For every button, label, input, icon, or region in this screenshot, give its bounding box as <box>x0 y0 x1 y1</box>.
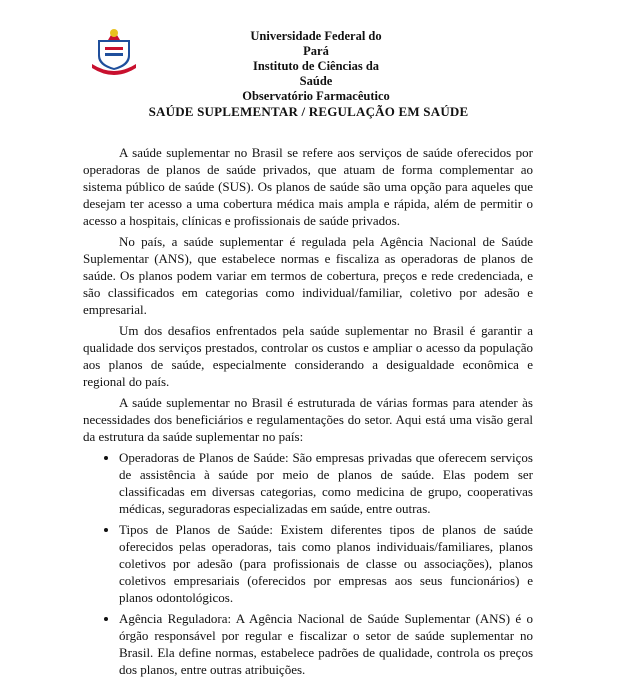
observatory-name: Observatório Farmacêutico <box>242 89 390 103</box>
paragraph: A saúde suplementar no Brasil é estruturada de várias formas para atender às necessidades dos beneficiários e regulamentações do setor. Aqui está uma visão geral da estrutura da saúde suplementar no país: <box>83 395 533 444</box>
document-body <box>83 144 533 682</box>
university-crest-icon <box>88 22 140 78</box>
list-item: • Tipos de Planos de Saúde: Existem diferentes tipos de planos de saúde oferecidos pelas operadoras, tais como planos individuais/familiares, planos coletivos por adesão (para profissionais de classe ou associações), planos coletivos empresariais (oferecidos por empresas aos seus funcionários) e planos odontológicos. <box>119 521 533 606</box>
document-title: SAÚDE SUPLEMENTAR / REGULAÇÃO EM SAÚDE <box>148 104 469 119</box>
university-name: Universidade Federal do Pará <box>250 29 382 58</box>
list-item: • Agência Reguladora: A Agência Nacional de Saúde Suplementar (ANS) é o órgão responsável por regular e fiscalizar o setor de saúde suplementar no Brasil. Ela define normas, estabelece padrões de qualidade, controla os preços dos planos, entre outras atribuições. <box>119 610 533 678</box>
list-item: • Operadoras de Planos de Saúde: São empresas privadas que oferecem serviços de assistência à saúde por meio de planos de saúde. Elas podem ser classificadas em diversas categorias, como medicina de grupo, cooperativas médicas, seguradoras especializadas em saúde, entre outras. <box>119 449 533 517</box>
paragraph: A saúde suplementar no Brasil se refere aos serviços de saúde oferecidos por operadoras de planos de saúde privados, que atuam de forma complementar ao sistema público de saúde (SUS). Os planos de saúde são uma opção para aqueles que desejam ter acesso a uma cobertura médica mais ampla e rápida, além de permitir o acesso a hospitais, clínicas e profissionais de saúde privados. <box>83 145 533 228</box>
institute-name: Instituto de Ciências da Saúde <box>252 59 380 88</box>
paragraph: No país, a saúde suplementar é regulada pela Agência Nacional de Saúde Suplementar (ANS), que estabelece normas e fiscaliza as operadoras de planos de saúde. Os planos podem variar em termos de cobertura, preços e rede credenciada, e são classificados em categorias como individual/familiar, coletivo por adesão e empresarial. <box>83 234 533 317</box>
structure-list <box>83 449 533 678</box>
paragraph: Um dos desafios enfrentados pela saúde suplementar no Brasil é garantir a qualidade dos serviços prestados, controlar os custos e ampliar o acesso da população aos planos de saúde, especialmente considerando a desigualdade econômica e regional do país. <box>83 323 533 389</box>
institution-header <box>236 29 396 104</box>
